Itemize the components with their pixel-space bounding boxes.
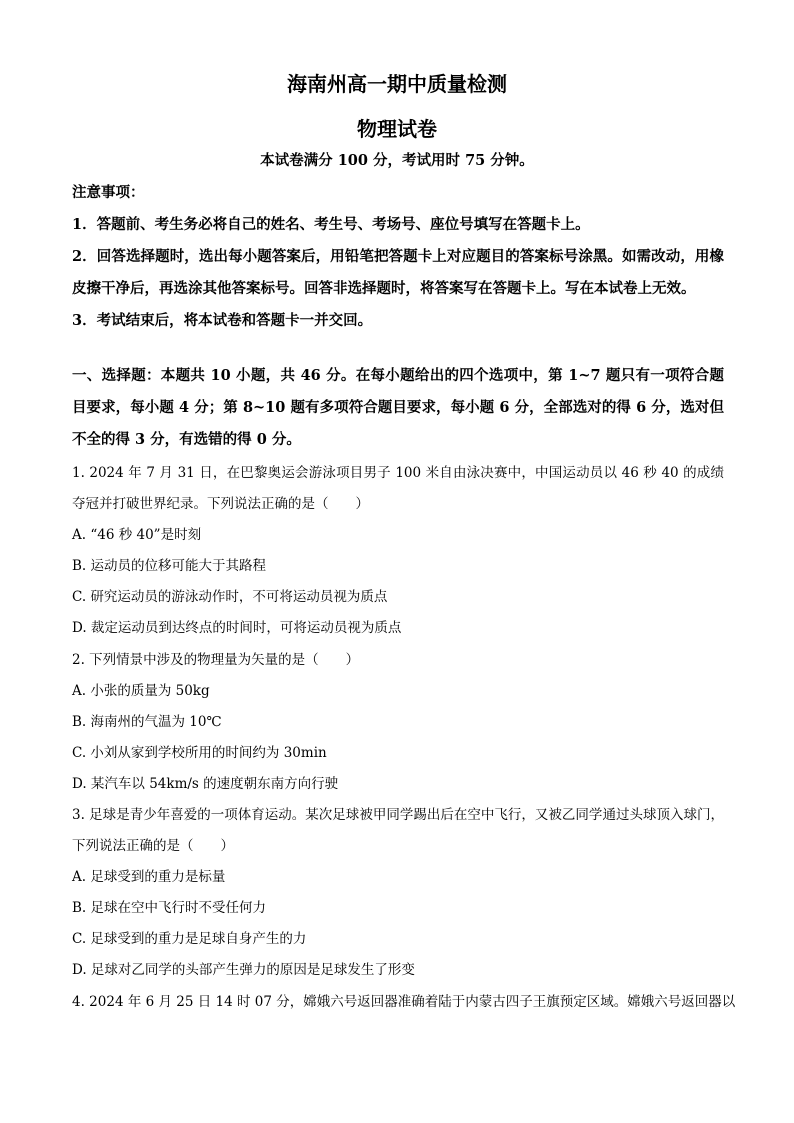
question-3-option-d: D. 足球对乙同学的头部产生弹力的原因是足球发生了形变 [72, 962, 415, 978]
question-2-option-b: B. 海南州的气温为 10℃ [72, 714, 222, 730]
section-heading: 一、选择题：本题共 10 小题，共 46 分。在每小题给出的四个选项中，第 1~7 题只有一项符合题目要求，每小题 4 分；第 8~10 题有多项符合题目要求，每小题 6 分，全部选对的得 6 分，选对但不全的得 3 分，有选错的得 0 分。 [72, 367, 724, 448]
exam-title: 海南州高一期中质量检测 [287, 72, 507, 96]
question-2-option-c: C. 小刘从家到学校所用的时间约为 30min [72, 745, 327, 761]
question-1-option-b: B. 运动员的位移可能大于其路程 [72, 558, 267, 574]
question-3-option-b: B. 足球在空中飞行时不受任何力 [72, 900, 267, 916]
exam-info: 本试卷满分 100 分，考试用时 75 分钟。 [260, 152, 534, 169]
question-1-option-a: A. “46 秒 40”是时刻 [72, 527, 202, 543]
question-3-option-c: C. 足球受到的重力是足球自身产生的力 [72, 931, 307, 947]
notes-item-1: 1．答题前、考生务必将自己的姓名、考生号、考场号、座位号填写在答题卡上。 [72, 216, 590, 233]
question-1-stem: 1. 2024 年 7 月 31 日，在巴黎奥运会游泳项目男子 100 米自由泳决赛中，中国运动员以 46 秒 40 的成绩夺冠并打破世界纪录。下列说法正确的是（ ） [72, 465, 724, 512]
notes-item-2: 2．回答选择题时，选出每小题答案后，用铅笔把答题卡上对应题目的答案标号涂黑。如需改动，用橡皮擦干净后，再选涂其他答案标号。回答非选择题时，将答案写在答题卡上。写在本试卷上无效。 [72, 248, 724, 297]
notes-heading: 注意事项： [72, 184, 145, 201]
notes-item-3: 3．考试结束后，将本试卷和答题卡一并交回。 [72, 312, 373, 329]
question-2-option-a: A. 小张的质量为 50kg [72, 683, 210, 699]
question-2-option-d: D. 某汽车以 54km/s 的速度朝东南方向行驶 [72, 776, 339, 792]
question-3-option-a: A. 足球受到的重力是标量 [72, 869, 226, 885]
exam-subject: 物理试卷 [357, 117, 437, 141]
question-1-option-d: D. 裁定运动员到达终点的时间时，可将运动员视为质点 [72, 620, 402, 636]
notes-block [72, 177, 724, 337]
question-3-stem: 3. 足球是青少年喜爱的一项体育运动。某次足球被甲同学踢出后在空中飞行，又被乙同学通过头球顶入球门，下列说法正确的是（ ） [72, 807, 724, 854]
question-1-option-c: C. 研究运动员的游泳动作时，不可将运动员视为质点 [72, 589, 388, 605]
question-4-stem: 4. 2024 年 6 月 25 日 14 时 07 分，嫦娥六号返回器准确着陆于内蒙古四子王旗预定区域。嫦娥六号返回器以 [72, 994, 736, 1010]
question-2-stem: 2. 下列情景中涉及的物理量为矢量的是（ ） [72, 652, 360, 668]
